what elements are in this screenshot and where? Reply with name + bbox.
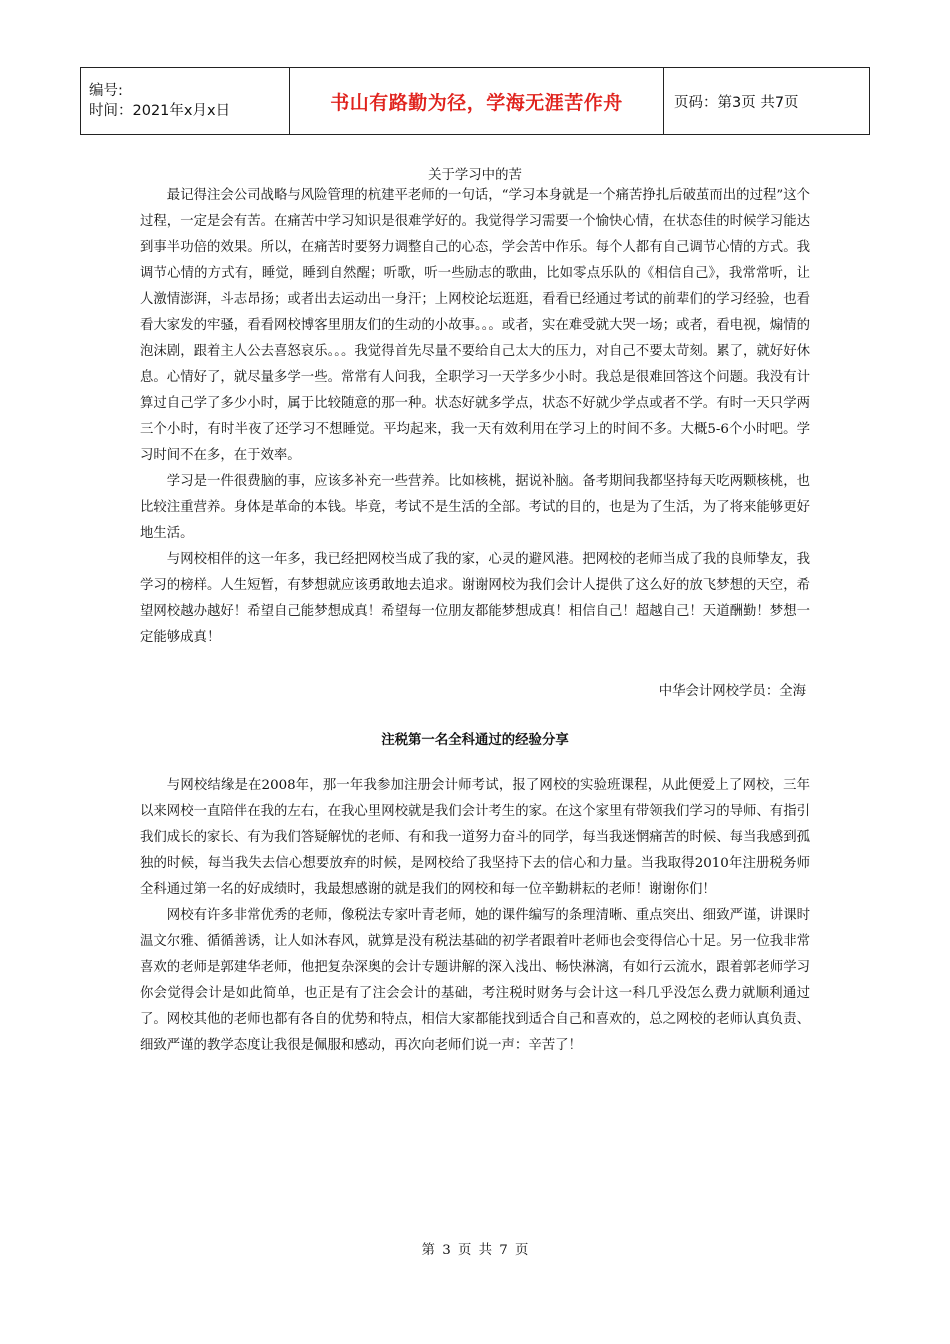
header-motto: 书山有路勤为径，学海无涯苦作舟 [290, 68, 664, 135]
document-date-label: 时间：2021年x月x日 [89, 103, 231, 119]
article1-signature: 中华会计网校学员：全海 [658, 684, 806, 699]
header-meta-cell [81, 68, 290, 135]
article2-title: 注税第一名全科通过的经验分享 [381, 733, 569, 748]
article2-body [140, 773, 810, 1059]
page-header [80, 67, 870, 135]
article1-body [140, 183, 810, 651]
article2-paragraph-1: 与网校结缘是在2008年，那一年我参加注册会计师考试，报了网校的实验班课程，从此便爱上了网校，三年以来网校一直陪伴在我的左右，在我心里网校就是我们会计考生的家。在这个家里有带领我们学习的导师、有指引我们成长的家长、有为我们答疑解忧的老师、有和我一道努力奋斗的同学，每当我迷惘痛苦的时候、每当我感到孤独的时候，每当我失去信心想要放弃的时候，是网校给了我坚持下去的信心和力量。当我取得2010年注册税务师全科通过第一名的好成绩时，我最想感谢的就是我们的网校和每一位辛勤耕耘的老师！谢谢你们！ [140, 778, 810, 897]
article2-paragraph-2: 网校有许多非常优秀的老师，像税法专家叶青老师，她的课件编写的条理清晰、重点突出、细致严谨，讲课时温文尔雅、循循善诱，让人如沐春风，就算是没有税法基础的初学者跟着叶老师也会变得信心十足。另一位我非常喜欢的老师是郭建华老师，他把复杂深奥的会计专题讲解的深入浅出、畅快淋漓，有如行云流水，跟着郭老师学习你会觉得会计是如此简单，也正是有了注会会计的基础，考注税时财务与会计这一科几乎没怎么费力就顺利通过了。网校其他的老师也都有各自的优势和特点，相信大家都能找到适合自己和喜欢的，总之网校的老师认真负责、细致严谨的教学态度让我很是佩服和感动，再次向老师们说一声：辛苦了！ [140, 908, 810, 1053]
header-page-number: 页码：第3页 共7页 [664, 68, 870, 135]
article1-paragraph-3: 与网校相伴的这一年多，我已经把网校当成了我的家，心灵的避风港。把网校的老师当成了我的良师挚友，我学习的榜样。人生短暂，有梦想就应该勇敢地去追求。谢谢网校为我们会计人提供了这么好的放飞梦想的天空，希望网校越办越好！希望自己能梦想成真！希望每一位朋友都能梦想成真！相信自己！超越自己！天道酬勤！梦想一定能够成真！ [140, 552, 810, 645]
article1-title: 关于学习中的苦 [428, 168, 522, 183]
page-footer: 第 3 页 共 7 页 [421, 1243, 529, 1258]
article1-paragraph-1: 最记得注会公司战略与风险管理的杭建平老师的一句话，“学习本身就是一个痛苦挣扎后破茧而出的过程”这个过程，一定是会有苦。在痛苦中学习知识是很难学好的。我觉得学习需要一个愉快心情，在状态佳的时候学习能达到事半功倍的效果。所以，在痛苦时要努力调整自己的心态，学会苦中作乐。每个人都有自己调节心情的方式。我调节心情的方式有，睡觉，睡到自然醒；听歌，听一些励志的歌曲，比如零点乐队的《相信自己》，我常常听，让人激情澎湃，斗志昂扬；或者出去运动出一身汗；上网校论坛逛逛，看看已经通过考试的前辈们的学习经验，也看看大家发的牢骚，看看网校博客里朋友们的生动的小故事。。。或者，实在难受就大哭一场；或者，看电视，煽情的泡沫剧，跟着主人公去喜怒哀乐。。。我觉得首先尽量不要给自己太大的压力，对自己不要太苛刻。累了，就好好休息。心情好了，就尽量多学一些。常常有人问我，全职学习一天学多少小时。我总是很难回答这个问题。我没有计算过自己学了多少小时，属于比较随意的那一种。状态好就多学点，状态不好就少学点或者不学。有时一天只学两三个小时，有时半夜了还学习不想睡觉。平均起来，我一天有效利用在学习上的时间不多。大概5-6个小时吧。学习时间不在多，在于效率。 [140, 188, 810, 463]
article1-paragraph-2: 学习是一件很费脑的事，应该多补充一些营养。比如核桃，据说补脑。备考期间我都坚持每天吃两颗核桃，也比较注重营养。身体是革命的本钱。毕竟，考试不是生活的全部。考试的目的，也是为了生活，为了将来能够更好地生活。 [140, 474, 810, 541]
document-code-label: 编号: [89, 83, 123, 99]
